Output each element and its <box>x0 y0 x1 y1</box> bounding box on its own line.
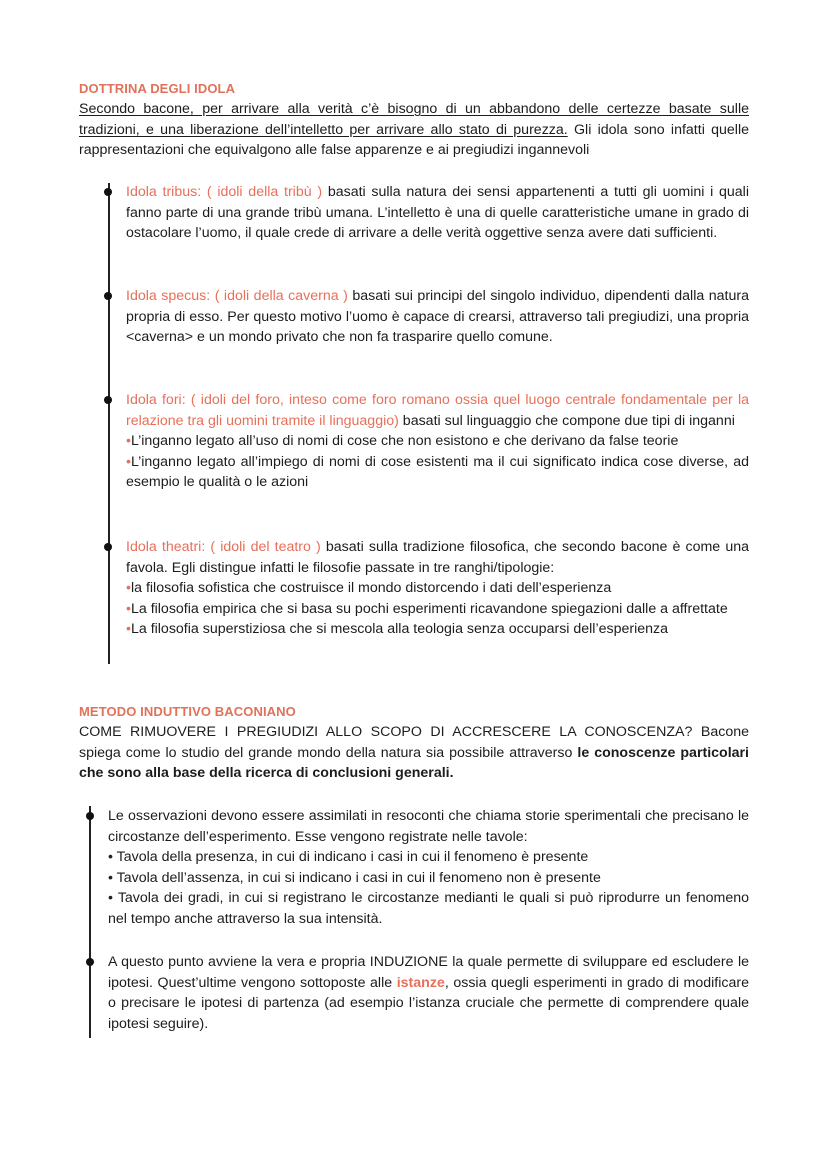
bullet-icon: • <box>126 600 131 617</box>
item-text: basati sulla tradizione filosofica, che secondo bacone è come una favola. Egli distingue infatti le filosofie passate in tre ranghi/tipologie: <box>126 539 749 576</box>
sub-item: •la filosofia sofistica che costruisce il mondo distorcendo i dati dell’esperienza <box>126 580 612 597</box>
list-item-idola-specus <box>126 286 749 348</box>
item-heading: Idola theatri: ( idoli del teatro ) <box>126 539 321 555</box>
bullet-icon: • <box>108 849 117 866</box>
item-text: , ossia quegli esperimenti in grado di modificare o precisare le ipotesi di partenza (ad esempio l’istanza cruciale che permette di comprendere quale ipotesi seguire). <box>108 974 750 1032</box>
timeline-dot <box>104 188 112 196</box>
timeline-line-idola <box>108 183 110 664</box>
list-item-idola-theatri <box>126 537 749 640</box>
section-title-idola: DOTTRINA DEGLI IDOLA <box>79 81 236 96</box>
highlight-istanze: istanze <box>396 974 445 991</box>
intro-underlined-text: Secondo bacone, per arrivare alla verità c’è bisogno di un abbandono delle certezze basate sulle tradizioni, e una liberazione dell’intelletto per arrivare allo stato di purezza. <box>79 101 749 138</box>
bullet-icon: • <box>126 621 131 638</box>
sub-item: • Tavola della presenza, in cui di indicano i casi in cui il fenomeno è presente <box>108 849 589 866</box>
list-item-idola-fori <box>126 390 749 493</box>
list-item-osservazioni <box>108 806 749 930</box>
item-heading: Idola specus: ( idoli della caverna ) <box>126 288 348 304</box>
bullet-icon: • <box>126 433 131 450</box>
list-item-induzione <box>108 952 749 1034</box>
bullet-icon: • <box>108 869 117 886</box>
intro-bold-text: le conoscenze particolari che sono alla base della ricerca di conclusioni generali. <box>79 744 749 781</box>
intro-rest-text: Gli idola sono infatti quelle rappresentazioni che equivalgono alle false apparenze e ai pregiudizi ingannevoli <box>79 121 749 158</box>
timeline-dot <box>104 396 112 404</box>
bullet-icon: • <box>108 890 118 907</box>
bullet-icon: • <box>126 453 131 470</box>
item-text: basati sui principi del singolo individuo, dipendenti dalla natura propria di esso. Per questo motivo l’uomo è capace di crearsi, attraverso tali pregiudizi, una propria <caverna> e un mondo privato che non fa trasparire quello comune. <box>126 288 749 346</box>
sub-item: •L’inganno legato all’impiego di nomi di cose esistenti ma il cui significato indica cose diverse, ad esempio le qualità o le azioni <box>126 453 749 491</box>
item-text: A questo punto avviene la vera e propria INDUZIONE la quale permette di sviluppare ed escludere le ipotesi. Quest’ultime vengono sottoposte alle <box>108 954 749 991</box>
sub-item: •L’inganno legato all’uso di nomi di cose che non esistono e che derivano da false teorie <box>126 433 679 450</box>
timeline-dot <box>86 812 94 820</box>
timeline-dot <box>104 292 112 300</box>
item-text: Le osservazioni devono essere assimilati in resoconti che chiama storie sperimentali che precisano le circostanze dell’esperimento. Esse vengono registrate nelle tavole: <box>108 808 749 845</box>
intro-plain-text: COME RIMUOVERE I PREGIUDIZI ALLO SCOPO DI ACCRESCERE LA CONOSCENZA? Bacone spiega come lo studio del grande mondo della natura sia possibile attraverso <box>79 724 749 761</box>
bullet-icon: • <box>126 580 131 597</box>
sub-item: • Tavola dell’assenza, in cui si indicano i casi in cui il fenomeno non è presente <box>108 869 601 886</box>
section-title-metodo: METODO INDUTTIVO BACONIANO <box>79 704 296 719</box>
item-heading: Idola tribus: ( idoli della tribù ) <box>126 184 323 200</box>
sub-item: • Tavola dei gradi, in cui si registrano le circostanze medianti le quali si può riprodurre un fenomeno nel tempo anche attraverso la sua intensità. <box>108 890 749 927</box>
intro-paragraph-metodo <box>79 722 749 784</box>
item-text: basati sulla natura dei sensi appartenenti a tutti gli uomini i quali fanno parte di una grande tribù umana. L’intelletto è una di quelle caratteristiche umane in grado di ostacolare l’uomo, il quale crede di arrivare a delle verità oggettive senza avere dati sufficienti. <box>126 184 749 242</box>
sub-item: •La filosofia empirica che si basa su pochi esperimenti ricavandone spiegazioni dalle a affrettate <box>126 600 728 617</box>
item-heading: Idola fori: ( idoli del foro, inteso come foro romano ossia quel luogo centrale fondamentale per la relazione tra gli uomini tramite il linguaggio) <box>126 392 749 429</box>
timeline-dot <box>104 543 112 551</box>
sub-item: •La filosofia superstiziosa che si mescola alla teologia senza occuparsi dell’esperienza <box>126 621 669 638</box>
intro-paragraph-idola <box>79 99 749 161</box>
timeline-dot <box>86 958 94 966</box>
list-item-idola-tribus <box>126 182 749 244</box>
item-text: basati sul linguaggio che compone due tipi di inganni <box>398 412 735 429</box>
timeline-line-metodo <box>89 806 91 1038</box>
